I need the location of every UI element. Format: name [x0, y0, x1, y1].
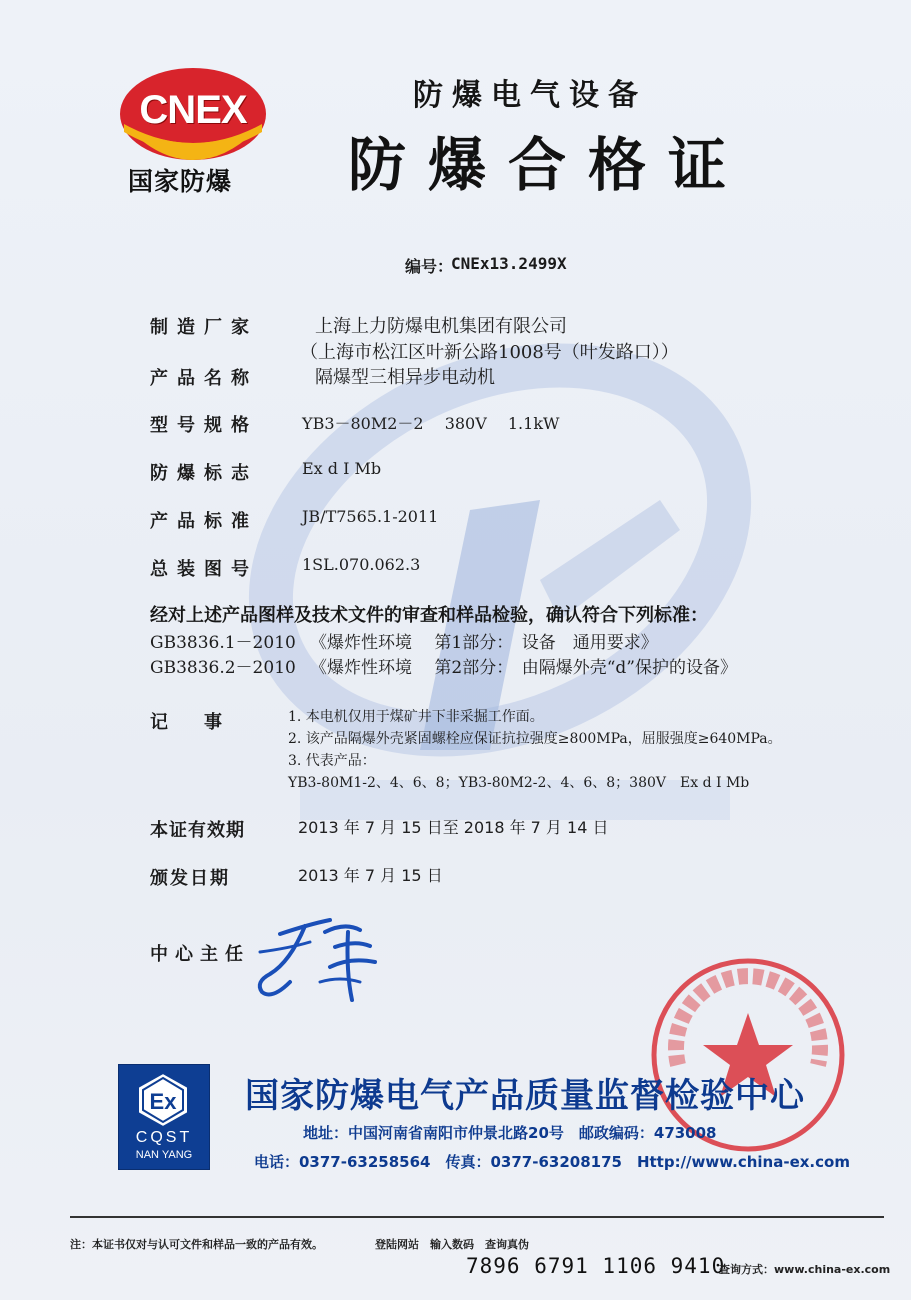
- director-signature: [250, 912, 385, 1007]
- issuer-address: 地址：中国河南省南阳市仲景北路20号 邮政编码：473008: [303, 1124, 717, 1142]
- standard-title-2: 《爆炸性环境 第2部分： 由隔爆外壳“d”保护的设备》: [310, 658, 737, 678]
- notes-label: 记 事: [150, 712, 231, 733]
- verification-code: 7896 6791 1106 9410: [466, 1254, 726, 1278]
- product-name-value: 隔爆型三相异步电动机: [315, 367, 495, 388]
- cnex-logo-text: CNEX: [139, 88, 247, 132]
- note-item-4: YB3-80M1-2、4、6、8；YB3-80M2-2、4、6、8；380V Ex d I Mb: [288, 775, 750, 791]
- standard-code-1: GB3836.1－2010: [150, 633, 296, 653]
- cnex-logo-subtitle: 国家防爆: [128, 167, 233, 196]
- issuer-contact: 电话：0377-63258564 传真：0377-63208175 Http://www.china-ex.com: [254, 1153, 850, 1171]
- cqst-logo-line2: NAN YANG: [135, 1149, 193, 1161]
- director-label: 中心主任: [150, 944, 250, 965]
- issue-date-label: 颁发日期: [150, 868, 230, 889]
- ex-mark-text: Ex: [149, 1089, 177, 1114]
- model-label: 型号规格: [150, 415, 258, 436]
- validity-value: 2013 年 7 月 15 日至 2018 年 7 月 14 日: [298, 818, 609, 837]
- note-item-2: 2. 该产品隔爆外壳紧固螺栓应保证抗拉强度≥800MPa，屈服强度≥640MPa。: [288, 731, 782, 747]
- validity-label: 本证有效期: [150, 820, 245, 841]
- standard-value: JB/T7565.1-2011: [302, 507, 439, 526]
- cnex-logo: [118, 62, 268, 196]
- cert-number-label: 编号：: [405, 257, 454, 276]
- footer-divider: [70, 1216, 884, 1218]
- certificate-title: 防爆合格证: [348, 131, 749, 199]
- footer-login-instructions: 登陆网站 输入数码 查询真伪: [375, 1238, 529, 1251]
- drawing-value: 1SL.070.062.3: [302, 555, 421, 574]
- standard-code-2: GB3836.2－2010: [150, 658, 296, 678]
- footer-note: 注：本证书仅对与认可文件和样品一致的产品有效。: [70, 1238, 323, 1251]
- note-item-1: 1. 本电机仅用于煤矿井下非采掘工作面。: [288, 709, 544, 725]
- ex-marking-value: Ex d I Mb: [302, 459, 382, 478]
- ex-hexagon-icon: [133, 1070, 193, 1130]
- issuer-name: 国家防爆电气产品质量监督检验中心: [245, 1076, 805, 1116]
- note-item-3: 3. 代表产品：: [288, 753, 376, 769]
- manufacturer-address: （上海市松江区叶新公路1008号（叶发路口））: [300, 342, 679, 363]
- header-subtitle: 防爆电气设备: [413, 78, 647, 113]
- manufacturer-label: 制造厂家: [150, 317, 258, 338]
- manufacturer-name: 上海上力防爆电机集团有限公司: [315, 316, 567, 337]
- cqst-logo-line1: CQST: [135, 1129, 193, 1146]
- model-value: YB3－80M2－2 380V 1.1kW: [302, 414, 560, 433]
- cqst-logo: [118, 1064, 210, 1170]
- drawing-label: 总装图号: [150, 559, 258, 580]
- ex-marking-label: 防爆标志: [150, 463, 258, 484]
- product-name-label: 产品名称: [150, 368, 258, 389]
- query-method: 查询方式：www.china-ex.com: [719, 1263, 891, 1276]
- standard-title-1: 《爆炸性环境 第1部分： 设备 通用要求》: [310, 633, 658, 653]
- cert-number-value: CNEx13.2499X: [451, 254, 567, 273]
- standard-label: 产品标准: [150, 511, 258, 532]
- compliance-statement: 经对上述产品图样及技术文件的审查和样品检验，确认符合下列标准：: [150, 605, 708, 626]
- issue-date-value: 2013 年 7 月 15 日: [298, 866, 443, 885]
